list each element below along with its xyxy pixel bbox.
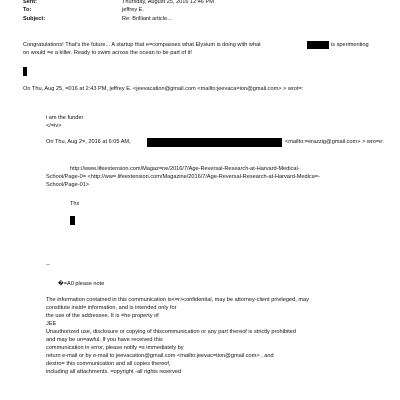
notice-line: JEE: [46, 321, 57, 327]
to-value: jeffrey E.: [122, 7, 144, 13]
thx-text: Thx: [70, 201, 80, 207]
subject-value: Re: Brilliant article...: [122, 16, 172, 22]
notice-line: The information contained in this communication is<=r>confidential, may be attorney-client privileged, may: [46, 297, 309, 303]
quote2-attribution-end: <mailto:=erazzig@gmail.com> > wro=e:: [285, 139, 384, 145]
reply-line-1: Congratulations! That's the future... A startup that e=compasses what Elysium is doing with what: [23, 42, 261, 48]
reply-line-2: on would =e a killer. Ready to swim across the ocean to be part of it!: [23, 50, 192, 56]
reply-line-1-end: is sperimenting: [331, 42, 369, 48]
notice-line: and may be un=awful. If you have received this: [46, 337, 163, 343]
signature-separator: --: [46, 262, 50, 268]
notice-line: destro= this communication and all copies thereof,: [46, 361, 171, 367]
sent-value: Thursday, August 25, 2016 12:46 PM: [122, 0, 214, 5]
to-label: To:: [23, 7, 32, 13]
subject-label: Subject:: [23, 16, 46, 22]
redaction-block: [147, 138, 282, 147]
notice-line: communication in error, please notify =s immediately by: [46, 345, 184, 351]
sent-label: Sent:: [23, 0, 37, 5]
article-link-line-3[interactable]: School/Page-01>: [46, 182, 90, 188]
notice-line: return e-mail or by e-mail to jeevacation@gmail.com <mailto:jeevac=tion@gmail.com> , and: [46, 353, 274, 359]
redaction-block: [307, 41, 329, 49]
notice-title: �=A0 please note: [58, 281, 105, 287]
quote1-line-1: i am the funder: [46, 115, 84, 121]
article-link-line-2[interactable]: School/Page-0= <http://ww=.lifeextension.com/Magazine/2016/7/Age-Reversal-Research-at-Harvard-Medica=-: [46, 174, 320, 180]
redaction-mark: [23, 67, 27, 76]
quote1-attribution: On Thu, Aug 25, =016 at 2:43 PM, jeffrey E. <jeevacation@gmail.com <mailto:jeevaca=ion@gmail.com> > wrot=:: [23, 86, 304, 92]
article-link-line-1[interactable]: http://www.lifeextension.com/Magaz=ne/2016/7/Age-Reversal-Research-at-Harvard-Medical-: [70, 166, 300, 172]
notice-line: including all attachments. =opyright -all rights reserved: [46, 369, 182, 375]
quote1-line-2: </=iv>: [46, 123, 62, 129]
notice-line: the use of the addressee. It is =he property of: [46, 313, 159, 319]
redaction-mark: [70, 216, 75, 225]
notice-line: Unauthorized use, disclosure or copying of thiscommunication or any part thereof is strictly prohibited: [46, 329, 296, 335]
quote2-attribution-start: On Thu, Aug 2=, 2016 at 6:05 AM,: [46, 139, 131, 145]
notice-line: constitute insid= information, and is intended only for: [46, 305, 177, 311]
